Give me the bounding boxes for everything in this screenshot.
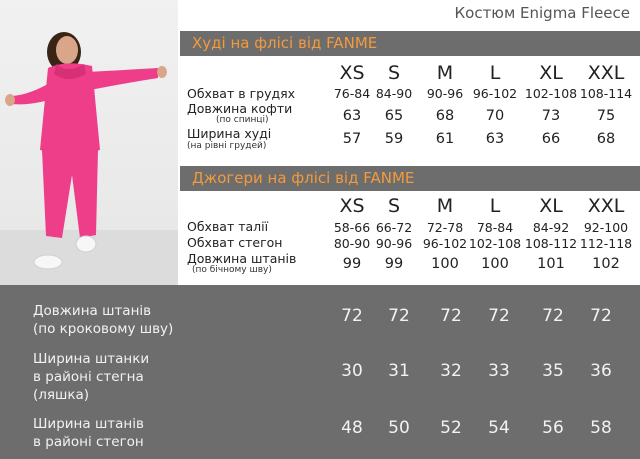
table-cell: 80-90 xyxy=(333,236,371,251)
row-sublabel: (по кроковому шву) xyxy=(33,321,174,337)
joggers-section-title: Джогери на флісі від FANME xyxy=(192,169,415,187)
table-cell: 66-72 xyxy=(375,220,413,235)
table-cell: 31 xyxy=(388,361,410,381)
table-cell: 101 xyxy=(537,256,565,272)
table-cell: 108-114 xyxy=(579,86,633,101)
table-cell: 36 xyxy=(590,361,612,381)
table-cell: 72 xyxy=(488,306,510,326)
size-label: L xyxy=(489,195,501,217)
size-label: XS xyxy=(339,62,365,84)
table-cell: 58 xyxy=(590,418,612,438)
table-cell: 57 xyxy=(342,131,362,147)
size-label: XL xyxy=(539,62,563,84)
table-cell: 99 xyxy=(342,256,362,272)
table-cell: 112-118 xyxy=(579,236,633,251)
table-cell: 72 xyxy=(341,306,363,326)
size-label: M xyxy=(436,195,454,217)
table-cell: 72 xyxy=(590,306,612,326)
joggers-section-header xyxy=(180,166,640,191)
row-label: в районі стегон xyxy=(33,434,144,450)
table-cell: 84-90 xyxy=(375,86,413,101)
row-label: Ширина худі xyxy=(187,126,272,141)
size-label: M xyxy=(436,62,454,84)
table-cell: 96-102 xyxy=(422,236,468,251)
table-cell: 100 xyxy=(431,256,459,272)
row-label: Довжина штанів xyxy=(187,251,297,266)
row-label: Довжина кофти xyxy=(187,101,293,116)
hoodie-section-header xyxy=(180,31,640,56)
size-label: XXL xyxy=(587,62,625,84)
bottom-measurements-panel xyxy=(0,285,640,459)
table-cell: 72-78 xyxy=(426,220,464,235)
table-cell: 108-112 xyxy=(524,236,578,251)
table-cell: 61 xyxy=(435,131,455,147)
table-cell: 33 xyxy=(488,361,510,381)
table-cell: 48 xyxy=(341,418,363,438)
table-cell: 102-108 xyxy=(524,86,578,101)
hoodie-section-title: Худі на флісі від FANME xyxy=(192,34,378,52)
table-cell: 35 xyxy=(542,361,564,381)
table-cell: 54 xyxy=(488,418,510,438)
table-cell: 102 xyxy=(592,256,620,272)
table-cell: 63 xyxy=(342,108,362,124)
table-cell: 90-96 xyxy=(375,236,413,251)
row-label: Обхват стегон xyxy=(187,235,283,250)
table-cell: 72 xyxy=(440,306,462,326)
table-cell: 73 xyxy=(541,108,561,124)
table-cell: 96-102 xyxy=(472,86,518,101)
row-sublabel: (на рівні грудей) xyxy=(187,141,267,151)
document-title: Костюм Enigma Fleece xyxy=(454,4,630,22)
table-cell: 84-92 xyxy=(532,220,570,235)
table-cell: 92-100 xyxy=(583,220,629,235)
size-label: L xyxy=(489,62,501,84)
table-cell: 99 xyxy=(384,256,404,272)
table-cell: 102-108 xyxy=(468,236,522,251)
size-label: S xyxy=(387,195,401,217)
row-sublabel: (ляшка) xyxy=(33,387,90,403)
row-label: Обхват талії xyxy=(187,219,269,234)
table-cell: 52 xyxy=(440,418,462,438)
table-cell: 100 xyxy=(481,256,509,272)
row-sublabel: (по бічному шву) xyxy=(192,265,272,275)
row-label: в районі стегна xyxy=(33,369,144,385)
table-cell: 90-96 xyxy=(426,86,464,101)
table-cell: 50 xyxy=(388,418,410,438)
table-cell: 56 xyxy=(542,418,564,438)
row-label: Довжина штанів xyxy=(33,303,152,319)
table-cell: 78-84 xyxy=(476,220,514,235)
table-cell: 66 xyxy=(541,131,561,147)
row-label: Ширина штанки xyxy=(33,351,150,367)
model-photo xyxy=(0,0,178,285)
table-cell: 68 xyxy=(596,131,616,147)
table-cell: 59 xyxy=(384,131,404,147)
table-cell: 32 xyxy=(440,361,462,381)
table-cell: 70 xyxy=(485,108,505,124)
table-cell: 75 xyxy=(596,108,616,124)
size-label: XXL xyxy=(587,195,625,217)
table-cell: 72 xyxy=(388,306,410,326)
size-label: XL xyxy=(539,195,563,217)
row-label: Ширина штанів xyxy=(33,416,144,432)
row-label: Обхват в грудях xyxy=(187,86,296,101)
row-sublabel: (по спинці) xyxy=(216,115,269,125)
table-cell: 58-66 xyxy=(333,220,371,235)
table-cell: 65 xyxy=(384,108,404,124)
table-cell: 72 xyxy=(542,306,564,326)
size-label: XS xyxy=(339,195,365,217)
table-cell: 68 xyxy=(435,108,455,124)
table-cell: 63 xyxy=(485,131,505,147)
table-cell: 30 xyxy=(341,361,363,381)
size-label: S xyxy=(387,62,401,84)
table-cell: 76-84 xyxy=(333,86,371,101)
